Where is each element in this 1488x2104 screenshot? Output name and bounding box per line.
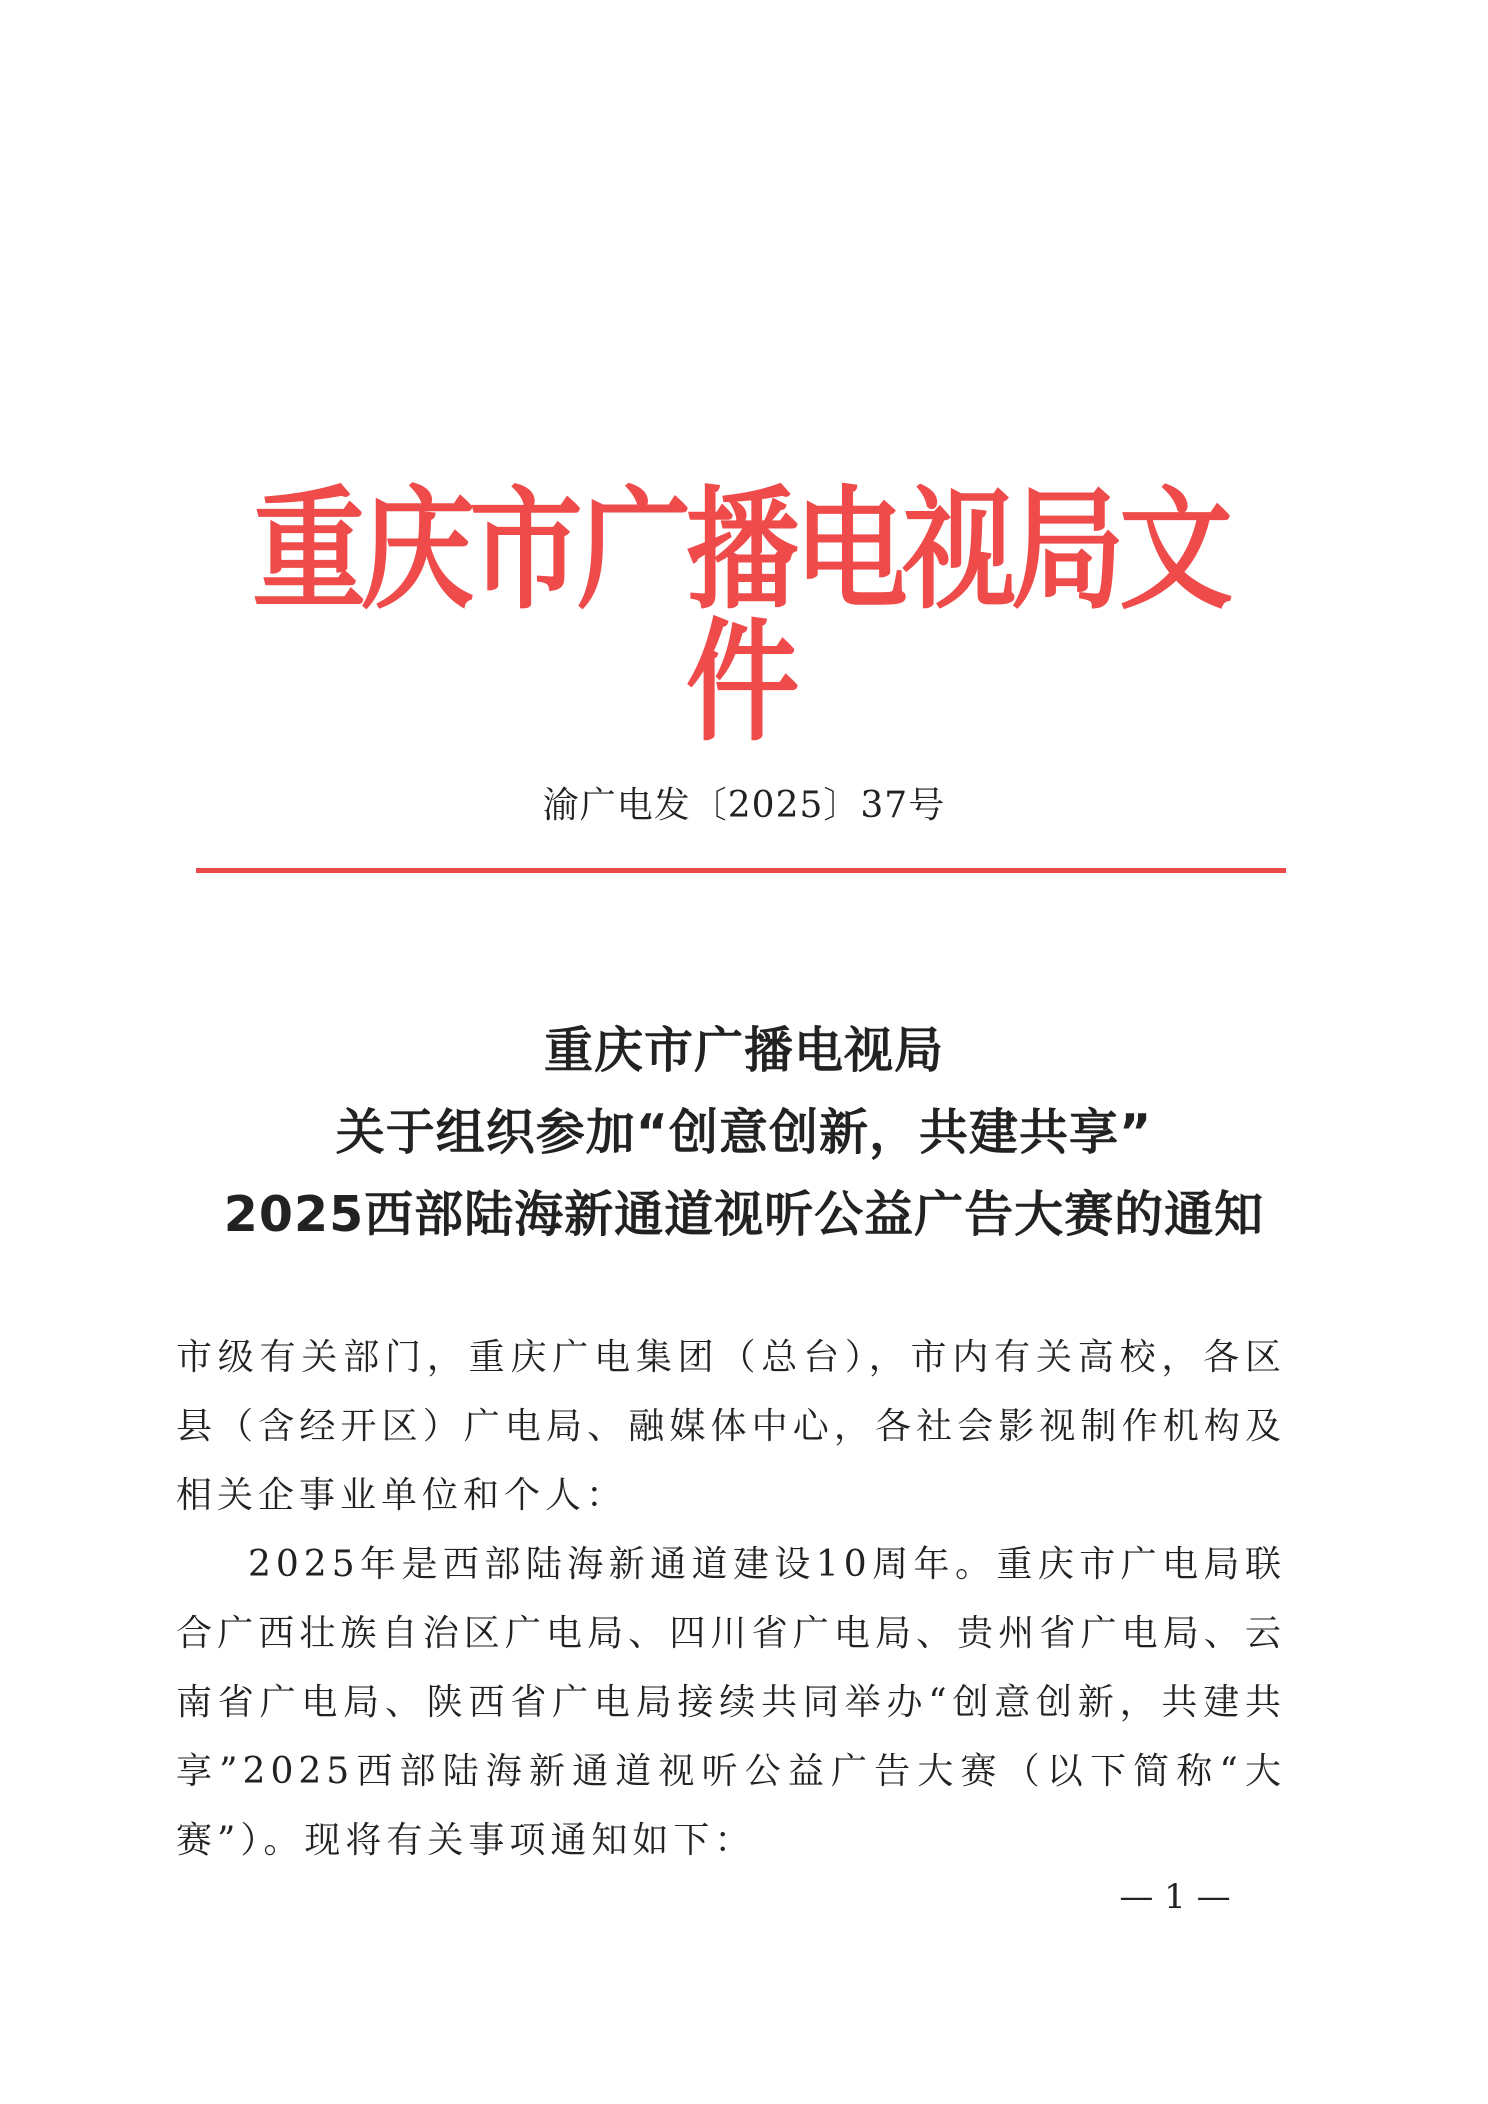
page-number: — 1 —: [1119, 1877, 1231, 1917]
body-paragraph: 2025年是西部陆海新通道建设10周年。重庆市广电局联合广西壮族自治区广电局、四川省广电局、贵州省广电局、云南省广电局、陕西省广电局接续共同举办“创意创新，共建共享”2025西部陆海新通道视听公益广告大赛（以下简称“大赛”）。现将有关事项通知如下：: [176, 1544, 1286, 1861]
addressee-paragraph: 市级有关部门，重庆广电集团（总台），市内有关高校，各区县（含经开区）广电局、融媒体中心，各社会影视制作机构及相关企事业单位和个人：: [176, 1337, 1286, 1516]
notice-title: [0, 1010, 1488, 1256]
title-line-3: 2025西部陆海新通道视听公益广告大赛的通知: [223, 1186, 1265, 1243]
red-divider-rule: [196, 868, 1286, 873]
document-number: 渝广电发〔2025〕37号: [542, 785, 946, 826]
title-line-2: 关于组织参加“创意创新，共建共享”: [335, 1104, 1153, 1161]
title-line-1: 重庆市广播电视局: [543, 1022, 944, 1079]
notice-body: [176, 1323, 1286, 1875]
org-header: 重庆市广播电视局文件: [252, 474, 1228, 760]
